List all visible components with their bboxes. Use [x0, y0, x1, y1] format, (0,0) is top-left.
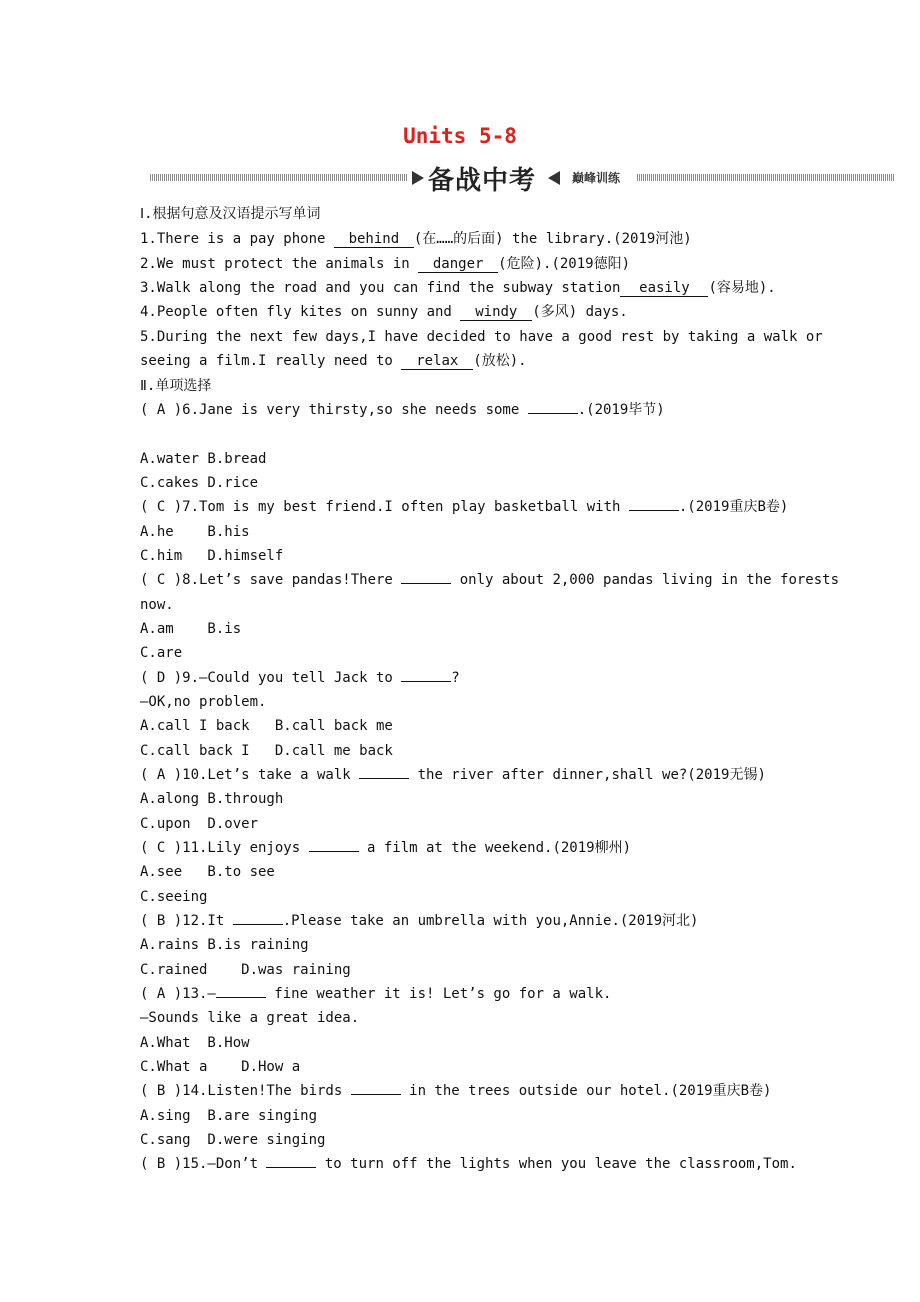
q6-options-cd: C.cakes D.rice [140, 475, 259, 491]
question-13 [140, 985, 611, 1003]
question-12 [140, 912, 698, 930]
q9-options-cd: C.call back I D.call me back [140, 743, 393, 759]
q14-options-cd: C.sang D.were singing [140, 1132, 326, 1148]
q12-options-cd: C.rained D.was raining [140, 962, 351, 978]
question-10 [140, 766, 766, 784]
q2-text: 2.We must protect the animals in [140, 256, 419, 272]
q7-options-cd: C.him D.himself [140, 548, 284, 564]
question-1 [140, 230, 692, 248]
q8-options-ab: A.am B.is [140, 621, 242, 637]
q3-hint: (容易地). [708, 280, 776, 296]
banner-arrow-left-icon [548, 171, 560, 185]
banner-arrow-right-icon [412, 171, 424, 185]
q11-options-c: C.seeing [140, 889, 208, 905]
q1-hint: (在……的后面) the library.(2019河池) [413, 231, 692, 247]
q9-blank [401, 681, 451, 682]
q9-options-ab: A.call I back B.call back me [140, 718, 393, 734]
q2-answer: danger [418, 256, 498, 273]
banner-sub-text: 巅峰训练 [572, 171, 621, 185]
q15-stem: ( B )15.—Don’t [140, 1156, 267, 1172]
section-banner [150, 160, 895, 196]
question-5 [140, 328, 823, 346]
q3-text: 3.Walk along the road and you can find the subway station [140, 280, 621, 296]
q10-source: the river after dinner,shall we?(2019无锡) [409, 767, 766, 783]
q13-options-cd: C.What a D.How a [140, 1059, 301, 1075]
q12-stem: ( B )12.It [140, 913, 233, 929]
q15-stem-cont: to turn off the lights when you leave the classroom,Tom. [316, 1156, 797, 1172]
q8-stem: ( C )8.Let’s save pandas!There [140, 572, 402, 588]
q6-stem: ( A )6.Jane is very thirsty,so she needs some [140, 402, 528, 418]
q5-hint: (放松). [473, 353, 527, 369]
banner-rule-right [637, 174, 895, 181]
q13-stem: ( A )13.— [140, 986, 216, 1002]
question-4 [140, 303, 628, 321]
q8-blank [401, 583, 451, 584]
question-7 [140, 498, 788, 516]
banner-main-text: 备战中考 [428, 166, 537, 196]
q2-hint: (危险).(2019德阳) [498, 256, 631, 272]
q1-text: 1.There is a pay phone [140, 231, 334, 247]
q9-reply: —OK,no problem. [140, 694, 267, 710]
question-11 [140, 839, 631, 857]
q9-stem: ( D )9.—Could you tell Jack to [140, 670, 402, 686]
q14-options-ab: A.sing B.are singing [140, 1108, 318, 1124]
q9-end: ? [451, 670, 460, 686]
q6-source: .(2019毕节) [577, 402, 665, 418]
q7-options-ab: A.he B.his [140, 524, 250, 540]
q3-answer: easily [620, 280, 708, 297]
q11-stem: ( C )11.Lily enjoys [140, 840, 309, 856]
q4-hint: (多风) days. [532, 304, 628, 320]
q10-options-ab: A.along B.through [140, 791, 284, 807]
q5-text: 5.During the next few days,I have decided to have a good rest by taking a walk or [140, 329, 823, 345]
q13-options-ab: A.What B.How [140, 1035, 250, 1051]
question-5-cont [140, 352, 527, 370]
q7-stem: ( C )7.Tom is my best friend.I often play basketball with [140, 499, 629, 515]
q7-blank [629, 510, 679, 511]
q12-options-ab: A.rains B.is raining [140, 937, 309, 953]
q14-stem: ( B )14.Listen!The birds [140, 1083, 351, 1099]
page-title: Units 5-8 [403, 124, 517, 148]
question-8 [140, 571, 839, 589]
q5-answer: relax [401, 353, 473, 370]
q13-blank [216, 997, 266, 998]
section1-heading: Ⅰ.根据句意及汉语提示写单词 [140, 206, 321, 222]
q12-source: .Please take an umbrella with you,Annie.(2019河北) [282, 913, 699, 929]
q8-options-c: C.are [140, 645, 183, 661]
q4-answer: windy [460, 304, 532, 321]
q11-blank [309, 851, 359, 852]
q6-options-ab: A.water B.bread [140, 451, 267, 467]
q8-stem-cont: only about 2,000 pandas living in the forests [451, 572, 840, 588]
question-6 [140, 401, 665, 419]
q12-blank [233, 924, 283, 925]
q14-blank [351, 1094, 401, 1095]
q15-blank [266, 1167, 316, 1168]
q11-options-ab: A.see B.to see [140, 864, 275, 880]
banner-rule-left [150, 174, 408, 181]
question-15 [140, 1155, 797, 1173]
q4-text: 4.People often fly kites on sunny and [140, 304, 461, 320]
section2-heading: Ⅱ.单项选择 [140, 378, 212, 394]
q6-blank [528, 413, 578, 414]
q11-source: a film at the weekend.(2019柳州) [358, 840, 632, 856]
q10-blank [359, 778, 409, 779]
question-3 [140, 279, 776, 297]
question-2 [140, 255, 630, 273]
q7-source: .(2019重庆B卷) [678, 499, 789, 515]
q8-stem-line2: now. [140, 597, 174, 613]
q14-source: in the trees outside our hotel.(2019重庆B卷) [400, 1083, 772, 1099]
q10-options-cd: C.upon D.over [140, 816, 259, 832]
q1-answer: behind [334, 231, 414, 248]
q5-cont-text: seeing a film.I really need to [140, 353, 402, 369]
q13-reply: —Sounds like a great idea. [140, 1010, 360, 1026]
question-9 [140, 669, 460, 687]
question-14 [140, 1082, 771, 1100]
q10-stem: ( A )10.Let’s take a walk [140, 767, 360, 783]
q13-stem-cont: fine weather it is! Let’s go for a walk. [265, 986, 612, 1002]
